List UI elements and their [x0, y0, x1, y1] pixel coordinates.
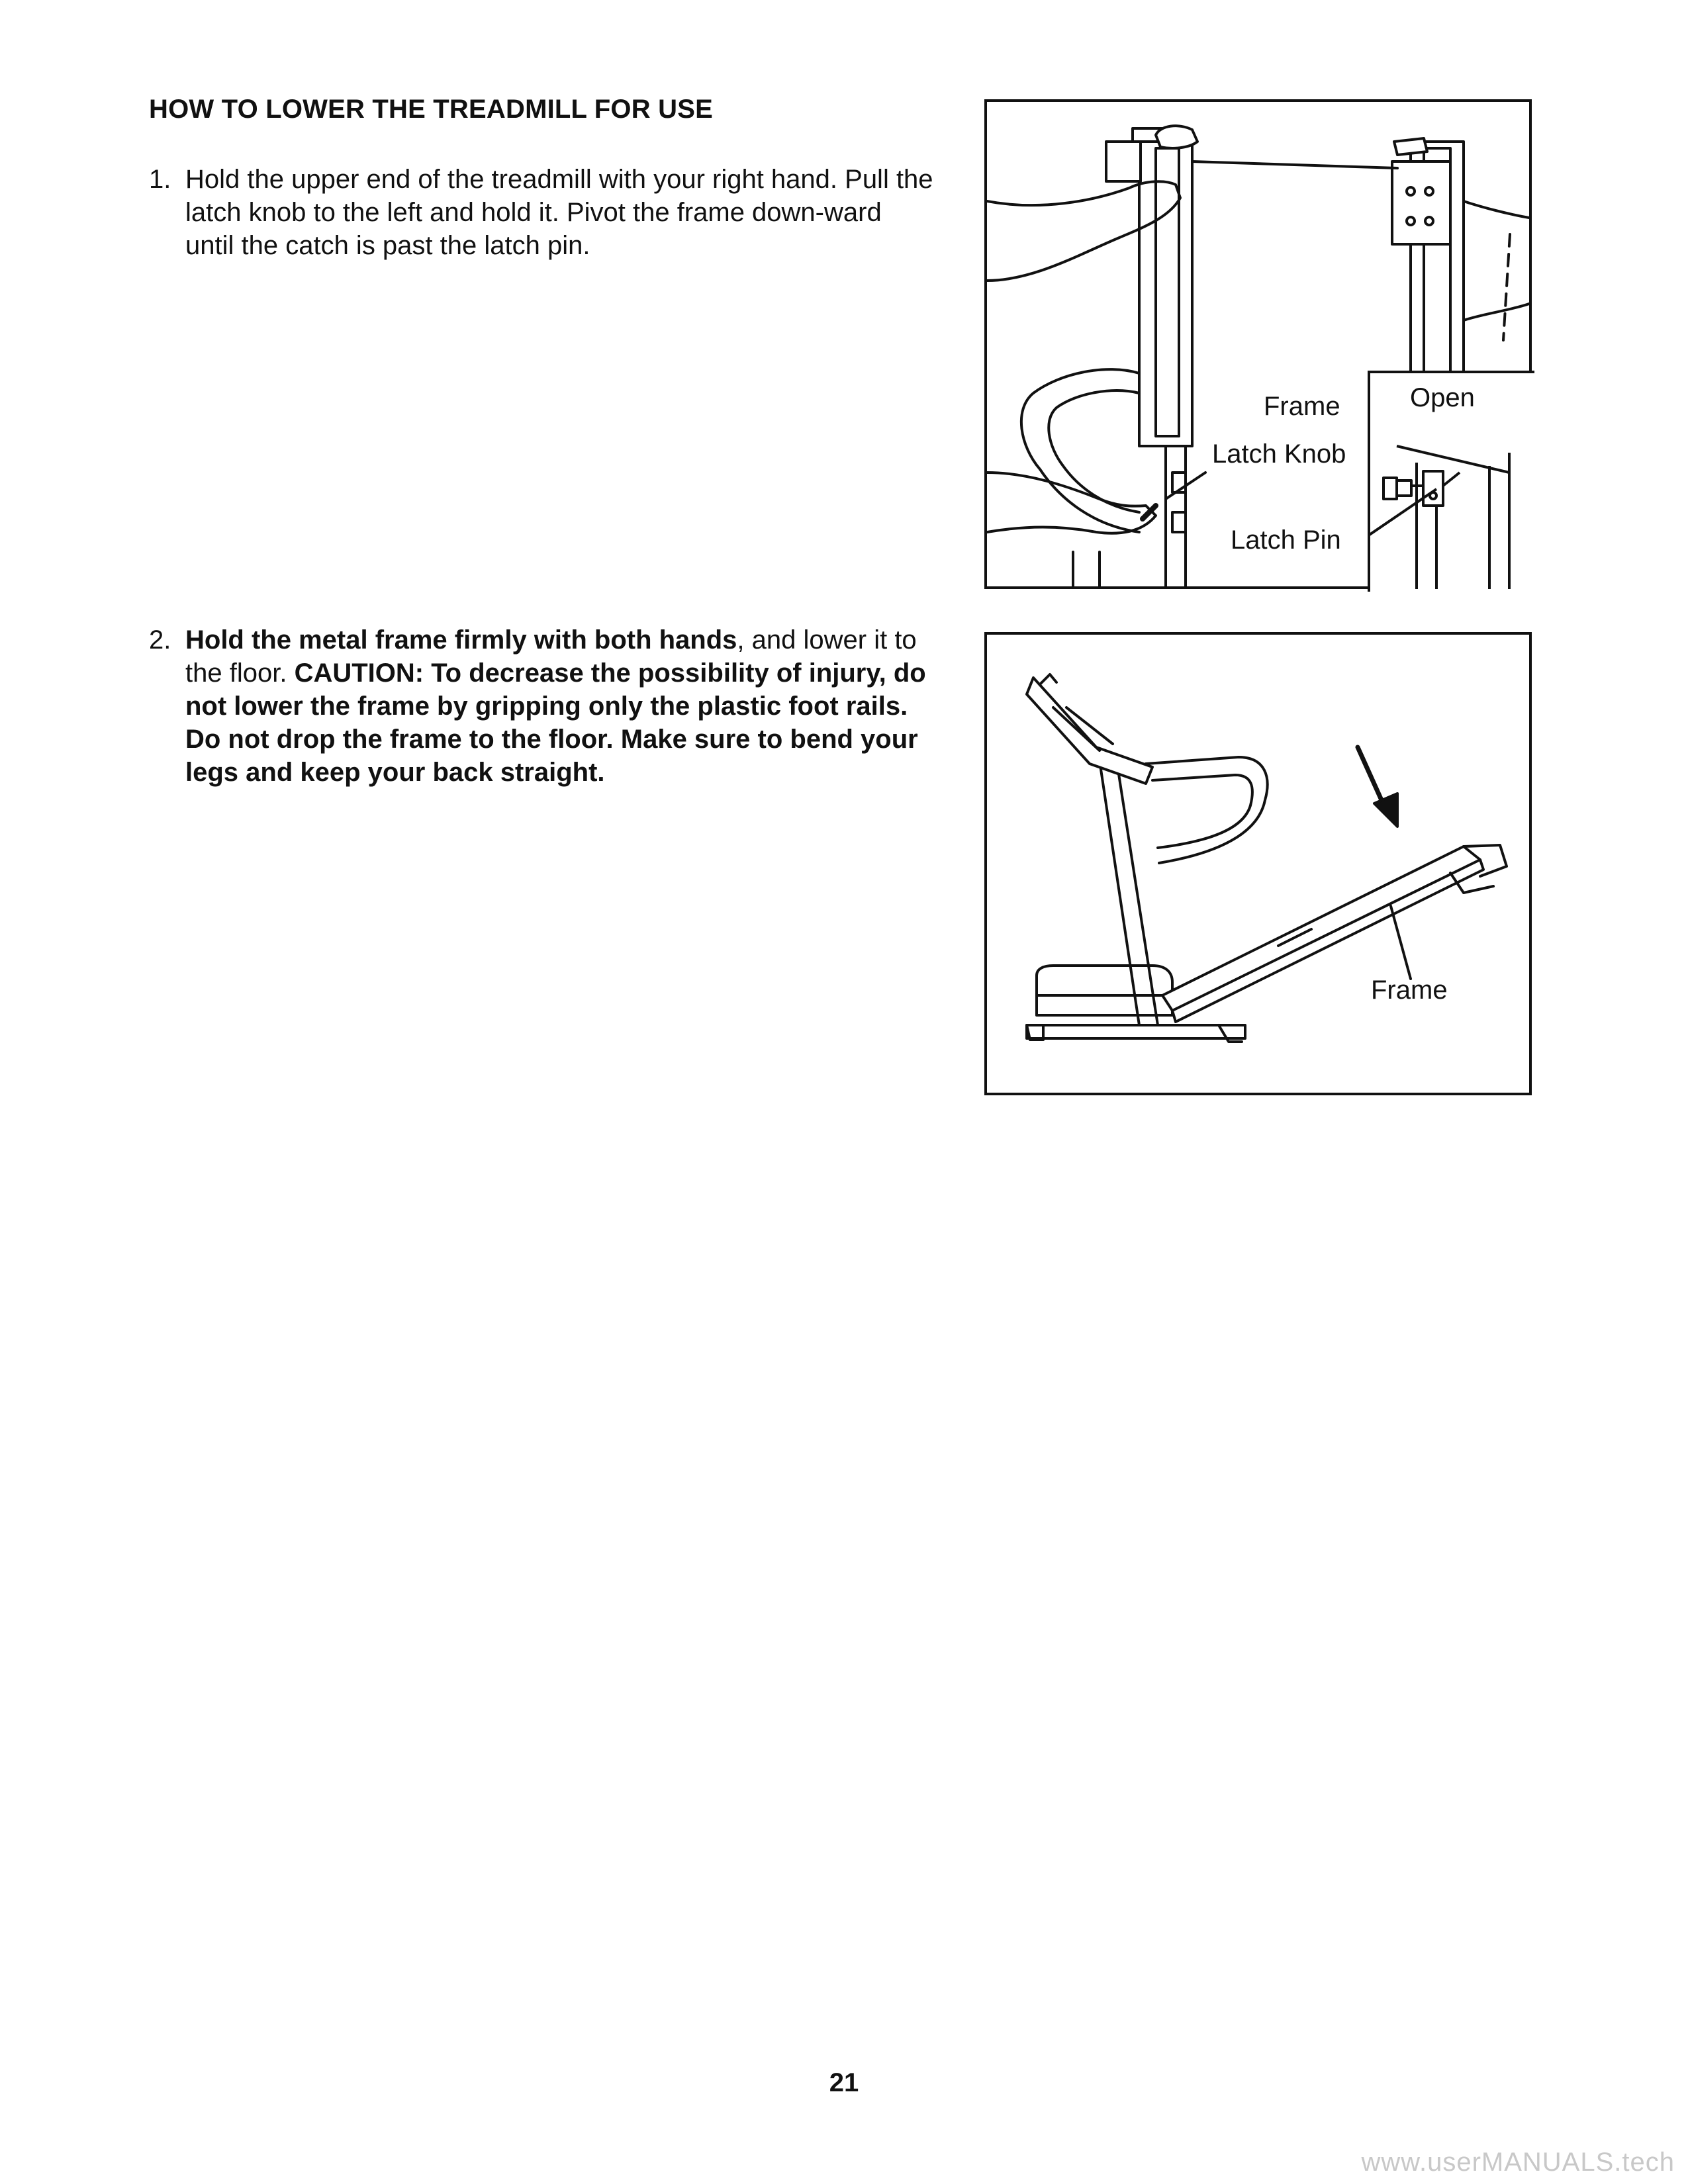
section-heading: HOW TO LOWER THE TREADMILL FOR USE — [149, 95, 713, 124]
step-2-bold-lead: Hold the metal frame firmly with both hands — [185, 625, 737, 655]
lowering-frame-illustration — [987, 635, 1529, 1093]
step-1 — [149, 163, 937, 262]
label-latch-pin: Latch Pin — [1231, 525, 1341, 555]
latch-detail-inset — [1368, 371, 1534, 592]
label-latch-knob: Latch Knob — [1212, 439, 1346, 469]
step-1-text: Hold the upper end of the treadmill with your right hand. Pull the latch knob to the left and hold it. Pivot the frame down-ward until the catch is past the latch pin. — [185, 165, 933, 260]
step-2-number: 2. — [149, 625, 171, 655]
step-2-caution: CAUTION: To decrease the possibility of injury, do not lower the frame by gripping only the plastic foot rails. Do not drop the frame to the floor. Make sure to bend your legs and keep your back straight. — [185, 659, 926, 787]
label-frame: Frame — [1264, 392, 1340, 421]
watermark: www.userMANUALS.tech — [1361, 2148, 1675, 2177]
step-2 — [149, 623, 937, 789]
step-1-number: 1. — [149, 165, 171, 194]
label-frame-lowered: Frame — [1371, 976, 1448, 1005]
figure-latch-release — [984, 99, 1532, 589]
step-2-text — [185, 623, 937, 789]
label-open: Open — [1410, 383, 1475, 412]
step-2-plain-text: , and lower it to the floor. — [185, 625, 917, 688]
page-number: 21 — [829, 2068, 859, 2097]
figure-lowering-frame — [984, 632, 1532, 1095]
